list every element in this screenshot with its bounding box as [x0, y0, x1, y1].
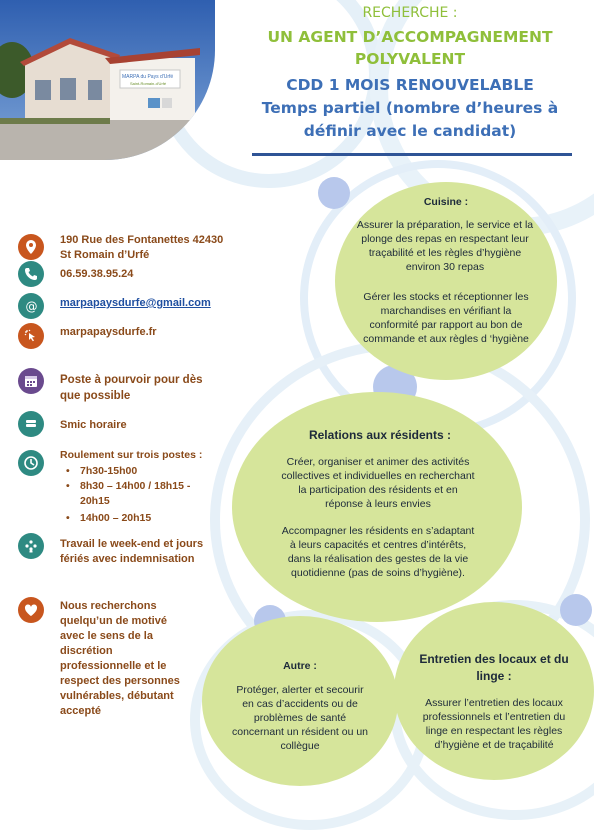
cuisine-text-2: Gérer les stocks et réceptionner les marchandises en vérifiant la conformité par rapport au bon de commande et aux règles d ‘hygiène — [363, 291, 529, 345]
roulement-title: Roulement sur trois postes : — [60, 449, 203, 461]
clock-icon — [18, 450, 44, 476]
phone-number[interactable]: 06.59.38.95.24 — [60, 268, 134, 280]
entretien-text: Assurer l’entretien des locaux professionnels et l’entretien du linge en respectant les règles d’hygiène et de traçabilité — [422, 697, 566, 751]
email-link[interactable]: marpapaysdurfe@gmail.com — [60, 297, 211, 309]
roulement-item: • 8h30 – 14h00 / 18h15 - 20h15 — [66, 480, 191, 507]
autre-title: Autre : — [283, 660, 317, 672]
cuisine-title: Cuisine : — [423, 196, 469, 208]
cuisine-text-1: Assurer la préparation, le service et la plonge des repas en respectant leur traçabilité et les règles d’hygiène environ 30 repas — [356, 219, 534, 273]
relations-title: Relations aux résidents : — [308, 428, 452, 442]
heart-icon — [18, 597, 44, 623]
header-contract: CDD 1 MOIS RENOUVELABLE — [286, 76, 534, 94]
click-cursor-icon — [18, 323, 44, 349]
header-job-title: UN AGENT D’ACCOMPAGNEMENT — [267, 28, 553, 46]
at-sign-icon — [18, 293, 44, 319]
address-line-1: 190 Rue des Fontanettes 42430 — [60, 234, 224, 246]
relations-text-1: Créer, organiser et animer des activités collectives et individuelles en recherchant la participation des résidents et en réponse à leurs envies — [281, 456, 475, 510]
profile-description: Nous recherchons quelqu’un de motivé avec le sens de la discrétion professionnelle et le respect des personnes vulnérables, débutant accepté — [60, 600, 180, 717]
salary: Smic horaire — [60, 419, 127, 431]
money-icon — [18, 411, 44, 437]
website-link[interactable]: marpapaysdurfe.fr — [60, 326, 157, 338]
accent-dot — [560, 594, 592, 626]
cuisine-circle — [335, 182, 557, 380]
poste-availability: Poste à pourvoir pour dès que possible — [60, 374, 203, 402]
roulement-item: • 14h00 – 20h15 — [66, 512, 152, 524]
address-line-2: St Romain d’Urfé — [60, 249, 150, 261]
location-pin-icon — [18, 234, 44, 260]
entretien-circle — [394, 602, 594, 780]
header-recherche: RECHERCHE : — [362, 5, 458, 21]
roulement-list — [66, 464, 216, 526]
autre-text: Protéger, alerter et secourir en cas d’accidents ou de problèmes de santé concernant un résident ou un collègue — [232, 684, 369, 752]
people-icon — [18, 533, 44, 559]
relations-text-2: Accompagner les résidents en s’adaptant à leurs capacités et centres d’intérêts, dans la réalisation des gestes de la vie quotidienne (pas de soins d’hygiène). — [281, 525, 475, 579]
weekend-info: Travail le week-end et jours fériés avec indemnisation — [60, 538, 204, 565]
phone-icon — [18, 261, 44, 287]
sign-subtext: Saint-Romain-d'Urfé — [130, 81, 167, 86]
sign-text: MARPA du Pays d'Urfé — [122, 74, 174, 80]
header-schedule: Temps partiel (nombre d’heures à — [261, 99, 559, 117]
roulement-item: • 7h30-15h00 — [66, 465, 138, 477]
header-schedule-2: définir avec le candidat) — [303, 122, 517, 140]
header-job-title-2: POLYVALENT — [354, 50, 466, 68]
header-divider — [252, 153, 572, 156]
calendar-icon — [18, 368, 44, 394]
svg-text:@: @ — [25, 299, 38, 314]
entretien-title: Entretien des locaux et du linge : — [419, 652, 569, 683]
